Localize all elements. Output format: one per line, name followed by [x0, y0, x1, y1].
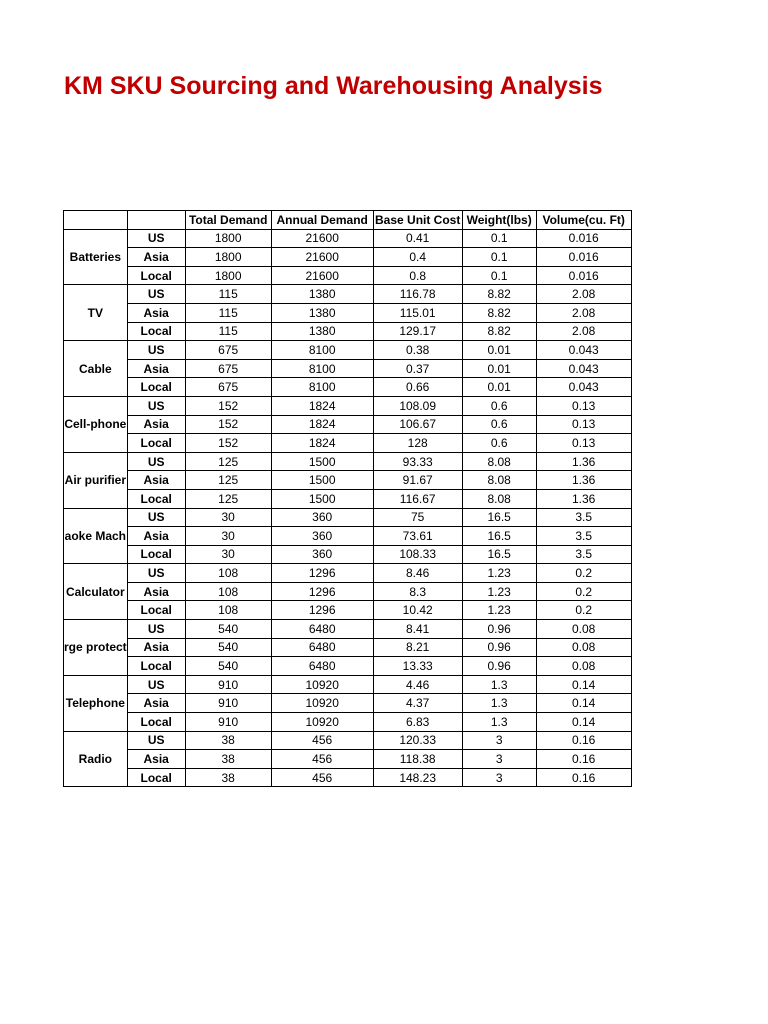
base-unit-cost-cell: 75: [373, 508, 462, 527]
product-name: aoke Mach: [64, 528, 127, 543]
source-cell: US: [127, 341, 185, 360]
volume-cell: 0.2: [536, 601, 631, 620]
table-row: [64, 564, 632, 583]
weight-cell: 1.3: [462, 675, 536, 694]
table-row: [64, 434, 632, 453]
base-unit-cost-cell: 118.38: [373, 750, 462, 769]
total-demand-cell: 152: [185, 434, 271, 453]
table-row: [64, 378, 632, 397]
table-row: [64, 415, 632, 434]
product-name-cell: [64, 731, 128, 787]
volume-cell: 0.043: [536, 378, 631, 397]
table-row: [64, 713, 632, 732]
annual-demand-cell: 1500: [271, 452, 373, 471]
source-cell: US: [127, 229, 185, 248]
weight-cell: 8.82: [462, 285, 536, 304]
table-row: [64, 657, 632, 676]
source-cell: Local: [127, 266, 185, 285]
base-unit-cost-cell: 4.46: [373, 675, 462, 694]
base-unit-cost-cell: 0.37: [373, 359, 462, 378]
annual-demand-cell: 1824: [271, 396, 373, 415]
source-cell: Local: [127, 489, 185, 508]
volume-cell: 3.5: [536, 508, 631, 527]
volume-cell: 0.14: [536, 713, 631, 732]
annual-demand-cell: 1296: [271, 564, 373, 583]
total-demand-cell: 108: [185, 601, 271, 620]
total-demand-cell: 38: [185, 768, 271, 787]
volume-cell: 0.016: [536, 248, 631, 267]
volume-cell: 0.08: [536, 620, 631, 639]
source-cell: Local: [127, 545, 185, 564]
volume-cell: 2.08: [536, 285, 631, 304]
volume-cell: 0.13: [536, 415, 631, 434]
weight-cell: 16.5: [462, 545, 536, 564]
source-cell: US: [127, 620, 185, 639]
product-name-cell: [64, 229, 128, 285]
base-unit-cost-cell: 4.37: [373, 694, 462, 713]
table-row: [64, 582, 632, 601]
base-unit-cost-cell: 13.33: [373, 657, 462, 676]
source-cell: Asia: [127, 750, 185, 769]
source-cell: US: [127, 285, 185, 304]
source-cell: Asia: [127, 415, 185, 434]
annual-demand-cell: 10920: [271, 694, 373, 713]
base-unit-cost-cell: 128: [373, 434, 462, 453]
volume-cell: 0.2: [536, 564, 631, 583]
total-demand-cell: 675: [185, 359, 271, 378]
total-demand-cell: 540: [185, 657, 271, 676]
total-demand-cell: 910: [185, 675, 271, 694]
product-name-cell: [64, 620, 128, 676]
source-cell: US: [127, 508, 185, 527]
source-cell: Local: [127, 713, 185, 732]
volume-cell: 2.08: [536, 322, 631, 341]
volume-cell: 1.36: [536, 452, 631, 471]
total-demand-cell: 115: [185, 303, 271, 322]
source-cell: Local: [127, 601, 185, 620]
source-cell: Asia: [127, 303, 185, 322]
table-row: [64, 620, 632, 639]
header-product: [64, 211, 128, 230]
base-unit-cost-cell: 10.42: [373, 601, 462, 620]
weight-cell: 0.1: [462, 229, 536, 248]
total-demand-cell: 38: [185, 750, 271, 769]
source-cell: Asia: [127, 582, 185, 601]
weight-cell: 3: [462, 768, 536, 787]
weight-cell: 1.3: [462, 694, 536, 713]
product-name: TV: [87, 305, 104, 320]
annual-demand-cell: 360: [271, 527, 373, 546]
total-demand-cell: 115: [185, 322, 271, 341]
total-demand-cell: 152: [185, 415, 271, 434]
source-cell: Asia: [127, 471, 185, 490]
weight-cell: 0.1: [462, 248, 536, 267]
annual-demand-cell: 6480: [271, 638, 373, 657]
weight-cell: 8.82: [462, 303, 536, 322]
product-name: Telephone: [65, 696, 125, 711]
annual-demand-cell: 1380: [271, 285, 373, 304]
total-demand-cell: 38: [185, 731, 271, 750]
total-demand-cell: 540: [185, 638, 271, 657]
annual-demand-cell: 8100: [271, 359, 373, 378]
product-name: Cable: [79, 361, 112, 376]
header-volume: Volume(cu. Ft): [536, 211, 631, 230]
product-name-cell: [64, 285, 128, 341]
base-unit-cost-cell: 91.67: [373, 471, 462, 490]
volume-cell: 0.016: [536, 266, 631, 285]
table-row: [64, 229, 632, 248]
source-cell: Asia: [127, 248, 185, 267]
annual-demand-cell: 1296: [271, 601, 373, 620]
total-demand-cell: 30: [185, 545, 271, 564]
annual-demand-cell: 456: [271, 750, 373, 769]
table-row: [64, 545, 632, 564]
table-row: [64, 768, 632, 787]
product-name: Calculator: [66, 584, 125, 599]
annual-demand-cell: 1824: [271, 434, 373, 453]
annual-demand-cell: 21600: [271, 229, 373, 248]
weight-cell: 0.01: [462, 359, 536, 378]
source-cell: US: [127, 396, 185, 415]
annual-demand-cell: 10920: [271, 713, 373, 732]
source-cell: US: [127, 731, 185, 750]
weight-cell: 1.3: [462, 713, 536, 732]
source-cell: Local: [127, 657, 185, 676]
table-row: [64, 750, 632, 769]
product-name: Batteries: [69, 249, 122, 264]
base-unit-cost-cell: 129.17: [373, 322, 462, 341]
volume-cell: 1.36: [536, 471, 631, 490]
base-unit-cost-cell: 116.78: [373, 285, 462, 304]
annual-demand-cell: 1380: [271, 322, 373, 341]
total-demand-cell: 675: [185, 378, 271, 397]
weight-cell: 0.96: [462, 638, 536, 657]
volume-cell: 3.5: [536, 527, 631, 546]
volume-cell: 0.043: [536, 359, 631, 378]
table-row: [64, 489, 632, 508]
header-source: [127, 211, 185, 230]
table-row: [64, 638, 632, 657]
volume-cell: 0.16: [536, 750, 631, 769]
table-row: [64, 359, 632, 378]
volume-cell: 3.5: [536, 545, 631, 564]
annual-demand-cell: 1380: [271, 303, 373, 322]
annual-demand-cell: 1500: [271, 489, 373, 508]
weight-cell: 3: [462, 750, 536, 769]
annual-demand-cell: 6480: [271, 657, 373, 676]
base-unit-cost-cell: 8.21: [373, 638, 462, 657]
source-cell: Local: [127, 434, 185, 453]
base-unit-cost-cell: 148.23: [373, 768, 462, 787]
product-name-cell: [64, 675, 128, 731]
base-unit-cost-cell: 73.61: [373, 527, 462, 546]
volume-cell: 0.2: [536, 582, 631, 601]
total-demand-cell: 910: [185, 713, 271, 732]
volume-cell: 0.13: [536, 396, 631, 415]
weight-cell: 0.96: [462, 657, 536, 676]
table-row: [64, 303, 632, 322]
table-row: [64, 396, 632, 415]
total-demand-cell: 115: [185, 285, 271, 304]
header-annual-demand: Annual Demand: [271, 211, 373, 230]
source-cell: US: [127, 675, 185, 694]
total-demand-cell: 910: [185, 694, 271, 713]
table-row: [64, 322, 632, 341]
total-demand-cell: 125: [185, 471, 271, 490]
annual-demand-cell: 456: [271, 768, 373, 787]
header-total-demand: Total Demand: [185, 211, 271, 230]
sku-analysis-table: [63, 210, 632, 787]
base-unit-cost-cell: 93.33: [373, 452, 462, 471]
base-unit-cost-cell: 0.38: [373, 341, 462, 360]
volume-cell: 0.043: [536, 341, 631, 360]
annual-demand-cell: 360: [271, 508, 373, 527]
volume-cell: 1.36: [536, 489, 631, 508]
total-demand-cell: 675: [185, 341, 271, 360]
volume-cell: 0.016: [536, 229, 631, 248]
base-unit-cost-cell: 116.67: [373, 489, 462, 508]
total-demand-cell: 30: [185, 527, 271, 546]
weight-cell: 3: [462, 731, 536, 750]
base-unit-cost-cell: 0.4: [373, 248, 462, 267]
volume-cell: 0.08: [536, 657, 631, 676]
weight-cell: 0.01: [462, 378, 536, 397]
base-unit-cost-cell: 0.66: [373, 378, 462, 397]
weight-cell: 0.6: [462, 415, 536, 434]
weight-cell: 0.6: [462, 396, 536, 415]
volume-cell: 0.14: [536, 694, 631, 713]
base-unit-cost-cell: 108.09: [373, 396, 462, 415]
product-name-cell: [64, 341, 128, 397]
source-cell: US: [127, 452, 185, 471]
table-row: [64, 601, 632, 620]
volume-cell: 0.16: [536, 731, 631, 750]
table-row: [64, 248, 632, 267]
base-unit-cost-cell: 0.41: [373, 229, 462, 248]
source-cell: Asia: [127, 694, 185, 713]
base-unit-cost-cell: 8.41: [373, 620, 462, 639]
product-name: Air purifier: [64, 473, 127, 488]
table-body: [64, 229, 632, 787]
volume-cell: 0.13: [536, 434, 631, 453]
total-demand-cell: 1800: [185, 266, 271, 285]
annual-demand-cell: 21600: [271, 248, 373, 267]
volume-cell: 2.08: [536, 303, 631, 322]
source-cell: Local: [127, 768, 185, 787]
header-base-unit-cost: Base Unit Cost: [373, 211, 462, 230]
total-demand-cell: 108: [185, 582, 271, 601]
product-name-cell: [64, 564, 128, 620]
annual-demand-cell: 8100: [271, 378, 373, 397]
annual-demand-cell: 456: [271, 731, 373, 750]
product-name-cell: [64, 452, 128, 508]
table-row: [64, 527, 632, 546]
annual-demand-cell: 6480: [271, 620, 373, 639]
source-cell: Local: [127, 378, 185, 397]
source-cell: US: [127, 564, 185, 583]
base-unit-cost-cell: 6.83: [373, 713, 462, 732]
annual-demand-cell: 10920: [271, 675, 373, 694]
weight-cell: 0.1: [462, 266, 536, 285]
annual-demand-cell: 1500: [271, 471, 373, 490]
volume-cell: 0.14: [536, 675, 631, 694]
base-unit-cost-cell: 120.33: [373, 731, 462, 750]
total-demand-cell: 108: [185, 564, 271, 583]
base-unit-cost-cell: 108.33: [373, 545, 462, 564]
table-row: [64, 471, 632, 490]
total-demand-cell: 1800: [185, 229, 271, 248]
table-row: [64, 266, 632, 285]
header-weight: Weight(lbs): [462, 211, 536, 230]
weight-cell: 16.5: [462, 527, 536, 546]
total-demand-cell: 125: [185, 452, 271, 471]
weight-cell: 8.08: [462, 452, 536, 471]
product-name-cell: [64, 396, 128, 452]
table-row: [64, 508, 632, 527]
total-demand-cell: 125: [185, 489, 271, 508]
annual-demand-cell: 360: [271, 545, 373, 564]
page-title: KM SKU Sourcing and Warehousing Analysis: [64, 72, 603, 100]
table-header-row: [64, 211, 632, 230]
source-cell: Local: [127, 322, 185, 341]
weight-cell: 0.96: [462, 620, 536, 639]
weight-cell: 8.08: [462, 489, 536, 508]
weight-cell: 1.23: [462, 601, 536, 620]
total-demand-cell: 540: [185, 620, 271, 639]
product-name: Cell-phone: [64, 417, 127, 432]
source-cell: Asia: [127, 359, 185, 378]
volume-cell: 0.08: [536, 638, 631, 657]
table-row: [64, 285, 632, 304]
total-demand-cell: 152: [185, 396, 271, 415]
weight-cell: 16.5: [462, 508, 536, 527]
weight-cell: 1.23: [462, 564, 536, 583]
weight-cell: 8.08: [462, 471, 536, 490]
total-demand-cell: 30: [185, 508, 271, 527]
base-unit-cost-cell: 8.3: [373, 582, 462, 601]
weight-cell: 0.6: [462, 434, 536, 453]
table-row: [64, 452, 632, 471]
annual-demand-cell: 1824: [271, 415, 373, 434]
table-row: [64, 694, 632, 713]
source-cell: Asia: [127, 638, 185, 657]
annual-demand-cell: 1296: [271, 582, 373, 601]
table-row: [64, 731, 632, 750]
base-unit-cost-cell: 115.01: [373, 303, 462, 322]
volume-cell: 0.16: [536, 768, 631, 787]
product-name-cell: [64, 508, 128, 564]
base-unit-cost-cell: 106.67: [373, 415, 462, 434]
base-unit-cost-cell: 8.46: [373, 564, 462, 583]
base-unit-cost-cell: 0.8: [373, 266, 462, 285]
weight-cell: 1.23: [462, 582, 536, 601]
total-demand-cell: 1800: [185, 248, 271, 267]
table-row: [64, 675, 632, 694]
source-cell: Asia: [127, 527, 185, 546]
table-row: [64, 341, 632, 360]
annual-demand-cell: 8100: [271, 341, 373, 360]
weight-cell: 0.01: [462, 341, 536, 360]
weight-cell: 8.82: [462, 322, 536, 341]
annual-demand-cell: 21600: [271, 266, 373, 285]
product-name: rge protect: [64, 640, 127, 655]
product-name: Radio: [78, 752, 113, 767]
